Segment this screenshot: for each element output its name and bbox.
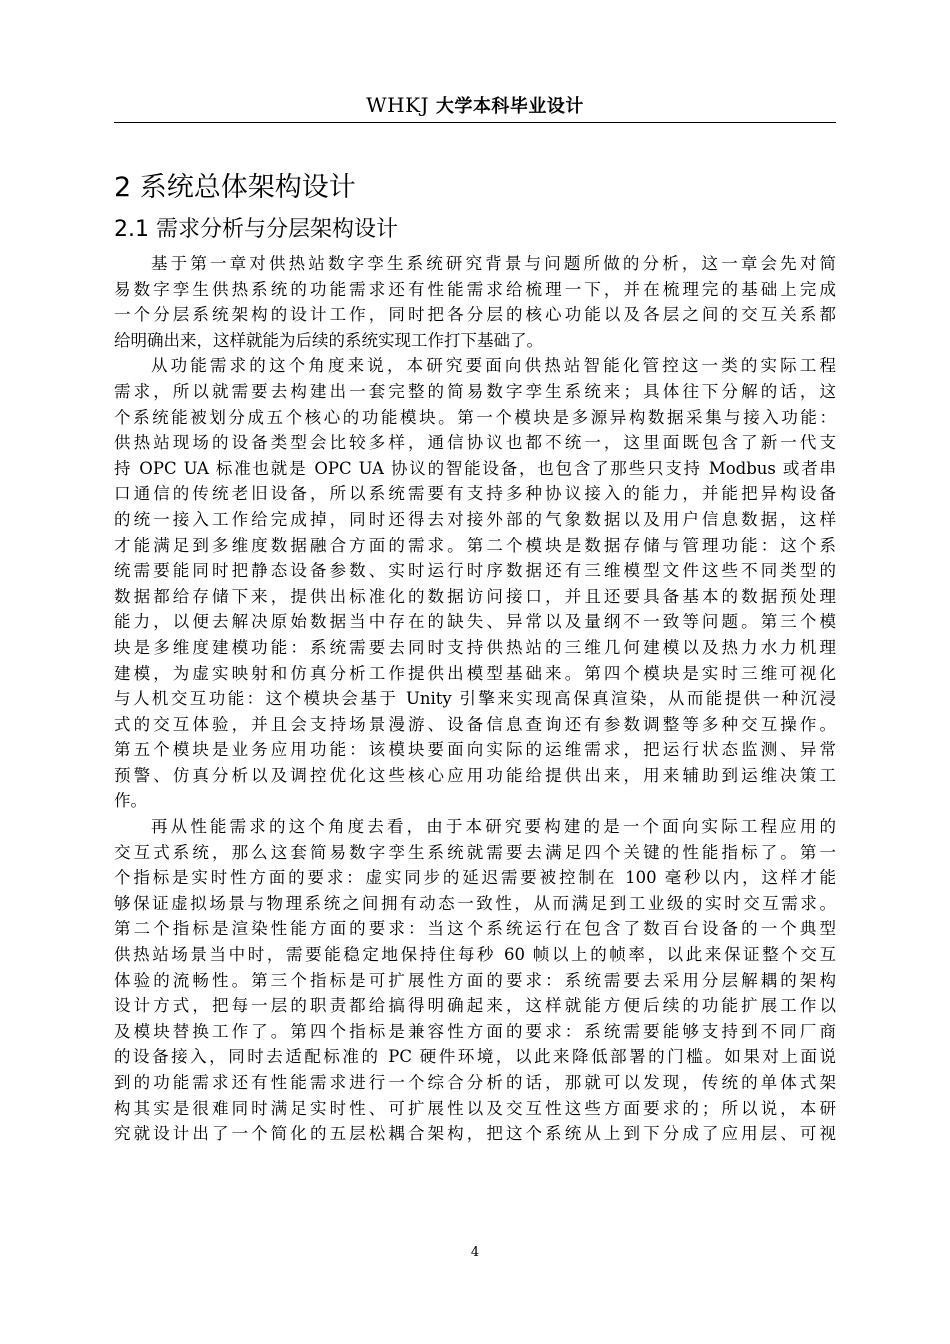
text-line: 式的交互体验，并且会支持场景漫游、设备信息查询还有参数调整等多种交互操作。 bbox=[114, 714, 836, 734]
section-heading: 2 系统总体架构设计 bbox=[114, 172, 356, 203]
text-line: 需求，所以就需要去构建出一套完整的简易数字孪生系统来；具体往下分解的话，这 bbox=[114, 381, 836, 401]
running-header bbox=[114, 92, 836, 120]
text-line: 统需要能同时把静态设备参数、实时运行时序数据还有三维模型文件这些不同类型的 bbox=[114, 561, 836, 581]
text-line: 供热站场景当中时，需要能稳定地保持住每秒 60 帧以上的帧率，以此来保证整个交互 bbox=[114, 945, 836, 965]
text-line: 给明确出来，这样就能为后续的系统实现工作打下基础了。 bbox=[114, 330, 543, 350]
text-line: 能力，以便去解决原始数据当中存在的缺失、异常以及量纲不一致等问题。第三个模 bbox=[114, 612, 836, 632]
page-number: 4 bbox=[470, 1245, 480, 1260]
text-line: 基于第一章对供热站数字孪生系统研究背景与问题所做的分析，这一章会先对简 bbox=[151, 254, 836, 273]
text-line: 数据都给存储下来，提供出标准化的数据访问接口，并且还要具备基本的数据预处理 bbox=[114, 586, 836, 606]
text-line: 的设备接入，同时去适配标准的 PC 硬件环境，以此来降低部署的门槛。如果对上面说 bbox=[114, 1047, 836, 1067]
text-line: 建模，为虚实映射和仿真分析工作提供出模型基础来。第四个模块是实时三维可视化 bbox=[114, 663, 836, 683]
text-line: 从功能需求的这个角度来说，本研究要面向供热站智能化管控这一类的实际工程 bbox=[151, 356, 836, 376]
text-line: 构其实是很难同时满足实时性、可扩展性以及交互性这些方面要求的；所以说，本研 bbox=[114, 1098, 836, 1118]
text-line: 一个分层系统架构的设计工作，同时把各分层的核心功能以及各层之间的交互关系都 bbox=[114, 305, 836, 325]
text-line: 第二个指标是渲染性能方面的要求：当这个系统运行在包含了数百台设备的一个典型 bbox=[114, 919, 836, 939]
text-line: 及模块替换工作了。第四个指标是兼容性方面的要求：系统需要能够支持到不同厂商 bbox=[114, 1021, 836, 1041]
subsection-heading: 2.1 需求分析与分层架构设计 bbox=[114, 217, 398, 242]
text-line: 究就设计出了一个简化的五层松耦合架构，把这个系统从上到下分成了应用层、可视 bbox=[114, 1124, 836, 1144]
text-line: 易数字孪生供热系统的功能需求还有性能需求给梳理一下，并在梳理完的基础上完成 bbox=[114, 279, 836, 299]
text-line: 体验的流畅性。第三个指标是可扩展性方面的要求：系统需要去采用分层解耦的架构 bbox=[114, 970, 836, 990]
text-line: 供热站现场的设备类型会比较多样，通信协议也都不统一，这里面既包含了新一代支 bbox=[114, 433, 836, 453]
text-line: 够保证虚拟场景与物理系统之间拥有动态一致性，从而满足到工业级的实时交互需求。 bbox=[114, 893, 836, 913]
header-prefix: WHKJ bbox=[366, 93, 430, 117]
header-rule bbox=[114, 122, 836, 123]
text-line: 再从性能需求的这个角度去看，由于本研究要构建的是一个面向实际工程应用的 bbox=[151, 817, 836, 837]
header-title: 大学本科毕业设计 bbox=[435, 96, 584, 117]
text-line: 第五个模块是业务应用功能：该模块要面向实际的运维需求，把运行状态监测、异常 bbox=[114, 740, 836, 760]
text-line: 持 OPC UA 标准也就是 OPC UA 协议的智能设备，也包含了那些只支持 Modbus 或者串 bbox=[114, 458, 836, 478]
text-line: 作。 bbox=[114, 791, 147, 811]
text-line: 的统一接入工作给完成掉，同时还得去对接外部的气象数据以及用户信息数据，这样 bbox=[114, 509, 836, 529]
text-line: 个指标是实时性方面的要求：虚实同步的延迟需要被控制在 100 毫秒以内，这样才能 bbox=[114, 868, 836, 888]
text-line: 预警、仿真分析以及调控优化这些核心应用功能给提供出来，用来辅助到运维决策工 bbox=[114, 765, 836, 785]
text-line: 块是多维度建模功能：系统需要去同时支持供热站的三维几何建模以及热力水力机理 bbox=[114, 637, 836, 657]
text-line: 交互式系统，那么这套简易数字孪生系统就需要去满足四个关键的性能指标了。第一 bbox=[114, 842, 836, 862]
text-line: 到的功能需求还有性能需求进行一个综合分析的话，那就可以发现，传统的单体式架 bbox=[114, 1073, 836, 1092]
text-line: 与人机交互功能：这个模块会基于 Unity 引擎来实现高保真渲染，从而能提供一种沉浸 bbox=[114, 689, 836, 709]
body-text bbox=[114, 251, 836, 1147]
text-line: 口通信的传统老旧设备，所以系统需要有支持多种协议接入的能力，并能把异构设备 bbox=[114, 484, 836, 504]
text-line: 个系统能被划分成五个核心的功能模块。第一个模块是多源异构数据采集与接入功能： bbox=[114, 407, 836, 427]
text-line: 才能满足到多维度数据融合方面的需求。第二个模块是数据存储与管理功能：这个系 bbox=[114, 535, 836, 555]
text-line: 设计方式，把每一层的职责都给搞得明确起来，这样就能方便后续的功能扩展工作以 bbox=[114, 996, 836, 1016]
